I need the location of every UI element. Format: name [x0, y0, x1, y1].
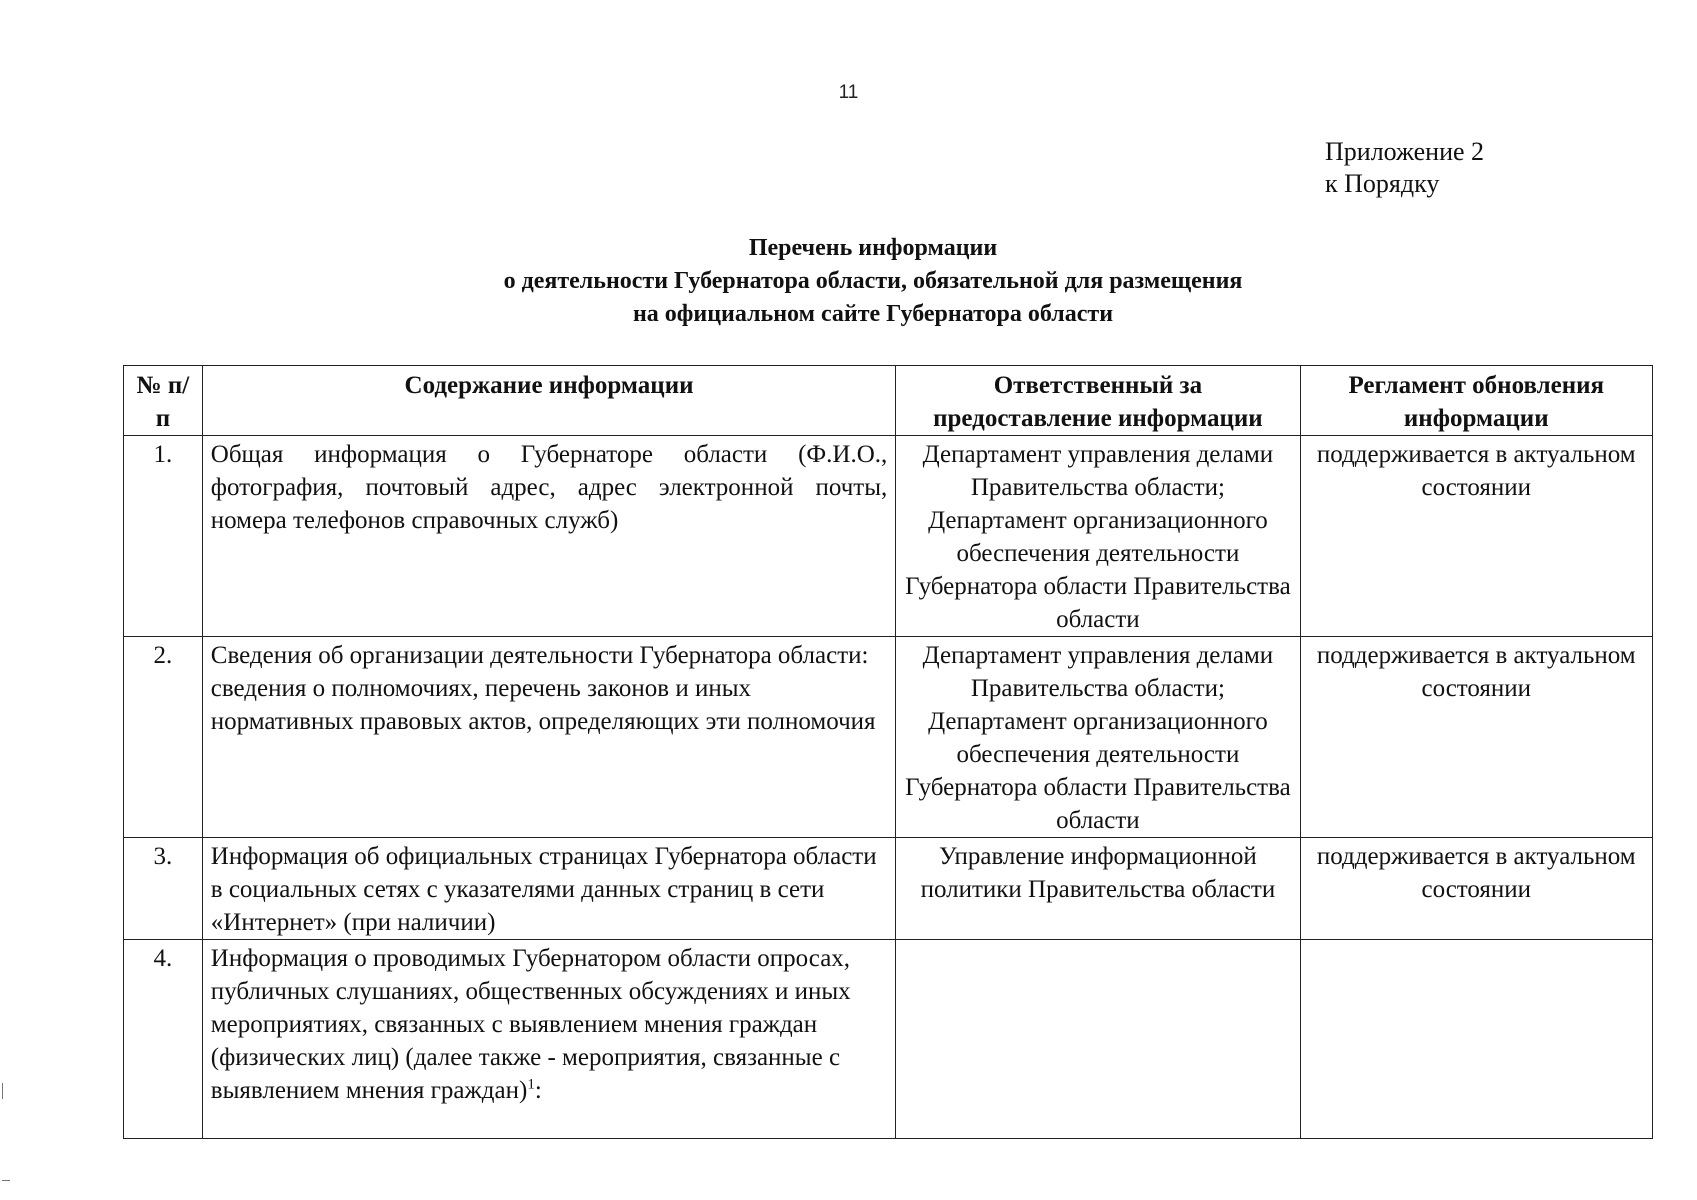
row-number: 2. [124, 637, 203, 838]
row-responsible: Департамент управления делами Правительства области; Департамент организационного обеспечения деятельности Губернатора области Правительства области [896, 436, 1300, 637]
row-content-suffix: : [534, 1077, 542, 1104]
row-number: 1. [124, 436, 203, 637]
row-update: поддерживается в актуальном состоянии [1300, 436, 1652, 637]
appendix-note [1325, 136, 1484, 200]
table-header-row [124, 366, 1653, 436]
row-content: Общая информация о Губернаторе области (Ф.И.О., фотография, почтовый адрес, адрес электронной почты, номера телефонов справочных служб) [202, 436, 895, 637]
row-update: поддерживается в актуальном состоянии [1300, 838, 1652, 940]
row-number: 3. [124, 838, 203, 940]
row-responsible [896, 940, 1300, 1139]
table-row [124, 637, 1653, 838]
document-title [0, 232, 1697, 331]
header-responsible: Ответственный за предоставление информации [896, 366, 1300, 436]
row-number: 4. [124, 940, 203, 1139]
information-table [123, 365, 1653, 1139]
row-content: Информация об официальных страницах Губернатора области в социальных сетях с указателями данных страниц в сети «Интернет» (при наличии) [202, 838, 895, 940]
table-row [124, 436, 1653, 637]
header-content: Содержание информации [202, 366, 895, 436]
header-num: № п/п [124, 366, 203, 436]
page-number: 11 [838, 82, 859, 103]
title-line-3: на официальном сайте Губернатора области [632, 301, 1114, 327]
row-content-text: Информация о проводимых Губернатором области опросах, публичных слушаниях, общественных обсуждениях и иных мероприятиях, связанных с выявлением мнения граждан (физических лиц) (далее также - мероприятия, связанные с выявлением мнения граждан) [210, 945, 851, 1104]
footnote-mark: 1 [527, 1076, 535, 1093]
row-responsible: Департамент управления делами Правительства области; Департамент организационного обеспечения деятельности Губернатора области Правительства области [896, 637, 1300, 838]
header-update: Регламент обновления информации [1300, 366, 1652, 436]
row-update [1300, 940, 1652, 1139]
title-line-2: о деятельности Губернатора области, обязательной для размещения [503, 268, 1243, 294]
row-update: поддерживается в актуальном состоянии [1300, 637, 1652, 838]
row-content: Сведения об организации деятельности Губернатора области: сведения о полномочиях, перечень законов и иных нормативных правовых актов, определяющих эти полномочия [202, 637, 895, 838]
row-content [202, 940, 895, 1139]
scan-margin-dash [2, 1180, 10, 1181]
appendix-line-2: к Порядку [1325, 169, 1440, 198]
row-responsible: Управление информационной политики Правительства области [896, 838, 1300, 940]
appendix-line-1: Приложение 2 [1325, 137, 1485, 166]
scan-margin-mark [2, 1083, 11, 1099]
title-line-1: Перечень информации [748, 235, 998, 261]
table-row [124, 940, 1653, 1139]
table-row [124, 838, 1653, 940]
